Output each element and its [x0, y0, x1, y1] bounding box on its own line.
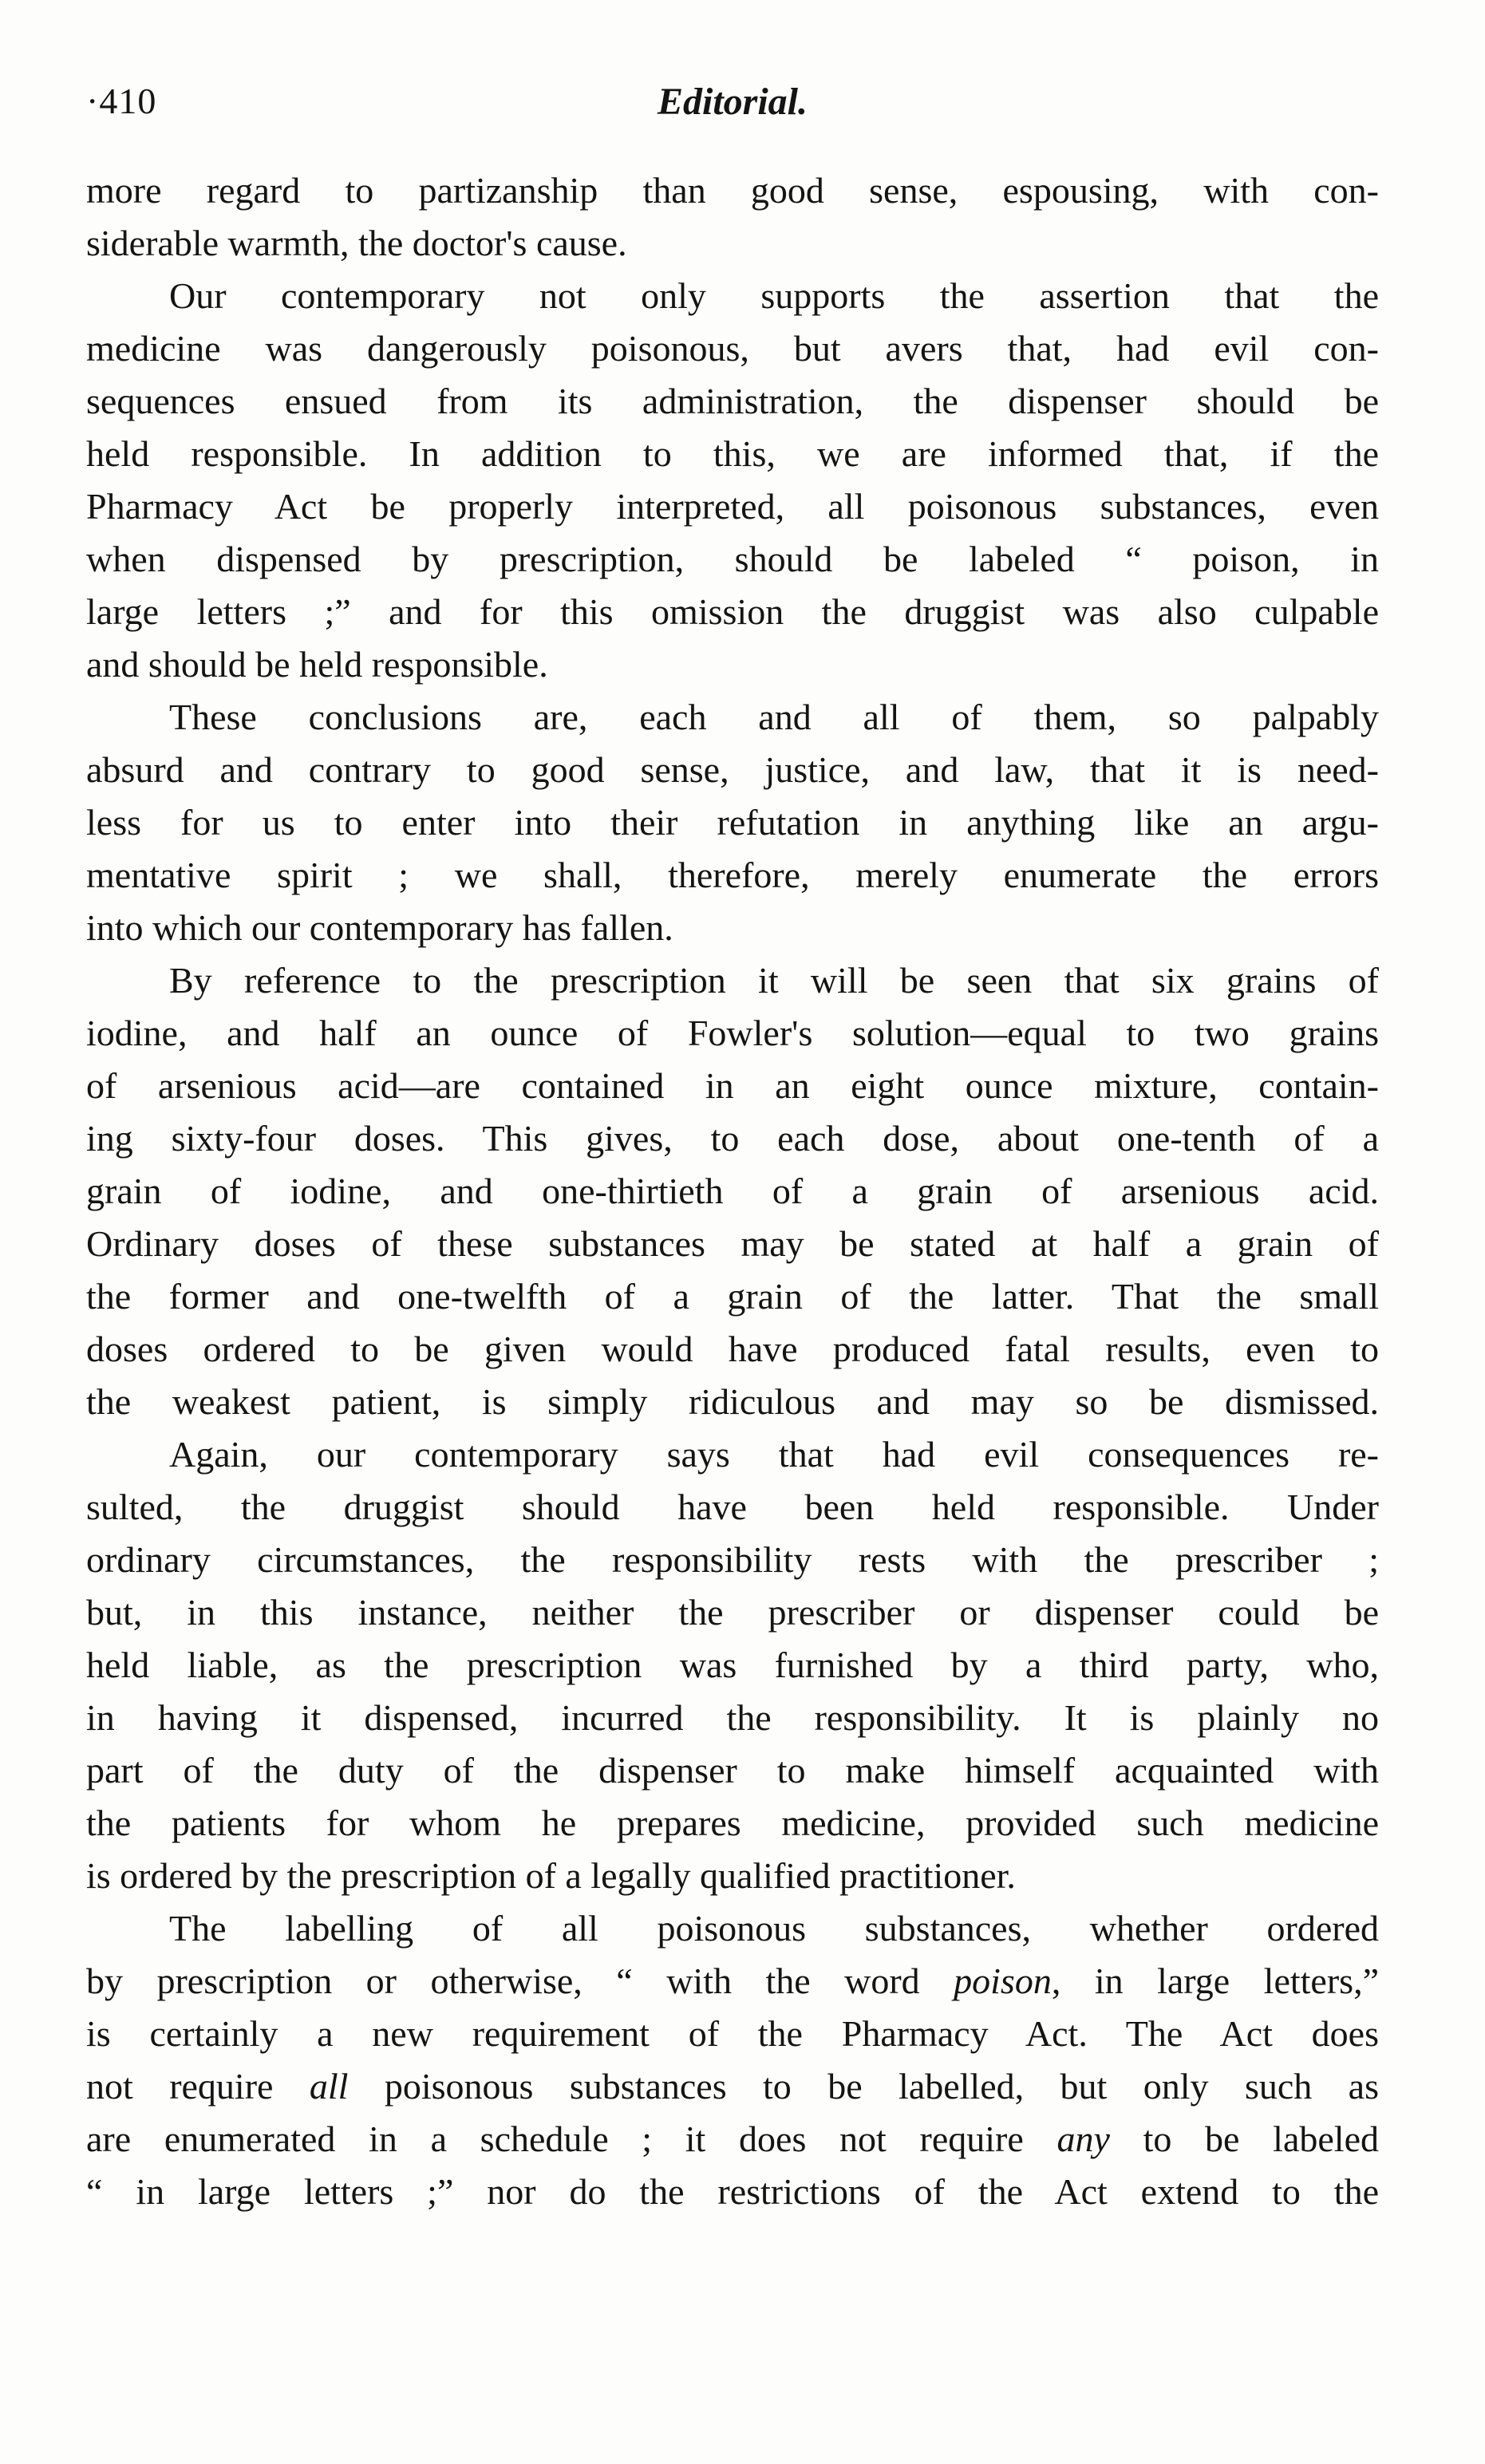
paragraph-start-line: These conclusions are, each and all of them, so palpably — [169, 697, 1379, 737]
text-line — [86, 2113, 1379, 2166]
text-line: ing sixty-four doses. This gives, to each dose, about one-tenth of a — [86, 1118, 1379, 1159]
text-line: sulted, the druggist should have been held responsible. Under — [86, 1487, 1379, 1527]
paragraph-start-line: Again, our contemporary says that had evil consequences re- — [169, 1434, 1379, 1475]
text-line: iodine, and half an ounce of Fowler's solution—equal to two grains — [86, 1013, 1379, 1053]
text-line: medicine was dangerously poisonous, but avers that, had evil con- — [86, 328, 1379, 369]
text-run: not require — [86, 2066, 310, 2107]
paragraph-start-line: Our contemporary not only supports the assertion that the — [169, 275, 1379, 316]
text-line: less for us to enter into their refutation in anything like an argu- — [86, 802, 1379, 843]
running-title: Editorial. — [657, 81, 808, 123]
page-number: ·410 — [86, 81, 157, 121]
text-line: Ordinary doses of these substances may be stated at half a grain of — [86, 1223, 1379, 1264]
body-text — [86, 164, 1379, 2218]
text-line: but, in this instance, neither the prescriber or dispenser could be — [86, 1592, 1379, 1633]
text-line: held liable, as the prescription was furnished by a third party, who, — [86, 1645, 1379, 1685]
text-line: is certainly a new requirement of the Pharmacy Act. The Act does — [86, 2013, 1379, 2054]
text-line: in having it dispensed, incurred the responsibility. It is plainly no — [86, 1697, 1379, 1738]
text-run: to be labeled — [1109, 2118, 1379, 2159]
text-line: held responsible. In addition to this, we are informed that, if the — [86, 433, 1379, 474]
text-line: of arsenious acid—are contained in an eight ounce mixture, contain- — [86, 1065, 1379, 1106]
text-line: doses ordered to be given would have produced fatal results, even to — [86, 1329, 1379, 1369]
italic-word: any — [1056, 2118, 1110, 2159]
text-run: , in large letters,” — [1051, 1961, 1379, 2001]
running-head — [86, 80, 1379, 136]
text-line: the patients for whom he prepares medicine, provided such medicine — [86, 1803, 1379, 1843]
text-line: and should be held responsible. — [86, 644, 548, 685]
text-line: Pharmacy Act be properly interpreted, all poisonous substances, even — [86, 486, 1379, 527]
text-line: absurd and contrary to good sense, justice, and law, that it is need- — [86, 749, 1379, 790]
text-line — [86, 1955, 1379, 2008]
text-line: “ in large letters ;” nor do the restrictions of the Act extend to the — [86, 2171, 1379, 2212]
text-line: sequences ensued from its administration, the dispenser should be — [86, 381, 1379, 421]
text-line: grain of iodine, and one-thirtieth of a grain of arsenious acid. — [86, 1171, 1379, 1211]
text-line: ordinary circumstances, the responsibility rests with the prescriber ; — [86, 1539, 1379, 1580]
text-line: into which our contemporary has fallen. — [86, 907, 673, 948]
italic-word: poison — [954, 1961, 1052, 2001]
text-line: is ordered by the prescription of a legally qualified practitioner. — [86, 1855, 1016, 1896]
italic-word: all — [309, 2066, 349, 2107]
paragraph-start-line: By reference to the prescription it will be seen that six grains of — [169, 960, 1379, 1001]
text-run: poisonous substances to be labelled, but only such as — [348, 2066, 1380, 2107]
text-line: more regard to partizanship than good sense, espousing, with con- — [86, 170, 1379, 211]
text-run: are enumerated in a schedule ; it does not require — [86, 2118, 1057, 2159]
text-line: part of the duty of the dispenser to make himself acquainted with — [86, 1750, 1379, 1791]
text-line: the former and one-twelfth of a grain of the latter. That the small — [86, 1276, 1379, 1317]
text-line — [86, 2060, 1379, 2113]
text-line: siderable warmth, the doctor's cause. — [86, 223, 627, 263]
text-line: large letters ;” and for this omission the druggist was also culpable — [86, 591, 1379, 632]
text-line: the weakest patient, is simply ridiculous and may so be dismissed. — [86, 1381, 1379, 1422]
text-run: by prescription or otherwise, “ with the word — [86, 1961, 954, 2001]
text-line: mentative spirit ; we shall, therefore, merely enumerate the errors — [86, 855, 1379, 895]
paragraph-start-line: The labelling of all poisonous substances, whether ordered — [169, 1908, 1379, 1949]
text-line: when dispensed by prescription, should be labeled “ poison, in — [86, 539, 1379, 579]
